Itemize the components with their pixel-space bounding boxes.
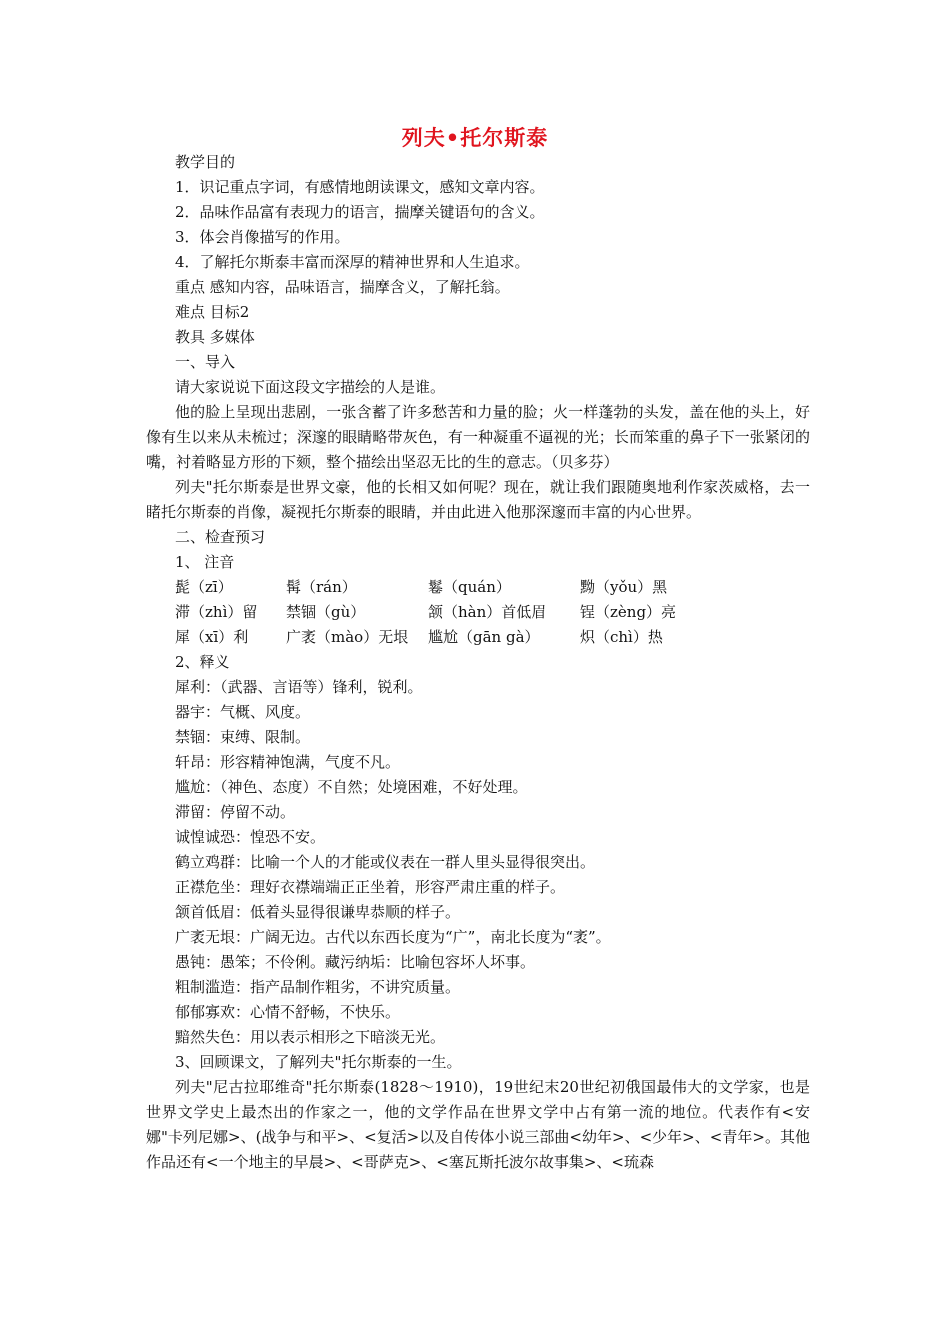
pinyin-cell: 炽（chì）热 xyxy=(580,628,663,646)
review-heading: 3、回顾课文，了解列夫"托尔斯泰的一生。 xyxy=(175,1053,462,1071)
section-heading: 一、导入 xyxy=(175,353,236,371)
pinyin-cell: 尴尬（gān gà） xyxy=(428,628,540,646)
objective-item: 2．品味作品富有表现力的语言，揣摩关键语句的含义。 xyxy=(175,203,545,221)
definition-item: 轩昂：形容精神饱满，气度不凡。 xyxy=(175,753,401,771)
pinyin-cell: 鬈（quán） xyxy=(428,578,511,596)
definitions-heading: 2、释义 xyxy=(175,653,230,671)
pinyin-heading: 1、 注音 xyxy=(175,553,235,571)
pinyin-cell: 髭（zī） xyxy=(175,578,233,596)
definition-item: 尴尬：（神色、态度）不自然；处境困难，不好处理。 xyxy=(175,778,528,796)
definition-item: 粗制滥造：指产品制作粗劣，不讲究质量。 xyxy=(175,978,461,996)
tools-line: 教具 多媒体 xyxy=(175,328,255,346)
definition-item: 黯然失色：用以表示相形之下暗淡无光。 xyxy=(175,1028,446,1046)
definition-item: 郁郁寡欢：心情不舒畅，不快乐。 xyxy=(175,1003,401,1021)
pinyin-cell: 犀（xī）利 xyxy=(175,628,249,646)
pinyin-cell: 髯（rán） xyxy=(286,578,357,596)
biography-paragraph: 列夫"尼古拉耶维奇"托尔斯泰(1828～1910)，19世纪末20世纪初俄国最伟大的文学家，也是世界文学史上最杰出的作家之一，他的文学作品在世界文学中占有第一流的地位。代表作有<安娜"卡列尼娜>、(战争与和平>、<复活>以及自传体小说三部曲<幼年>、<少年>、<青年>。其他作品还有<一个地主的早晨>、<哥萨克>、<塞瓦斯托波尔故事集>、<琉森 xyxy=(146,1078,810,1171)
definition-item: 犀利：（武器、言语等）锋利，锐利。 xyxy=(175,678,423,696)
definition-item: 滞留：停留不动。 xyxy=(175,803,296,821)
difficulty-line: 难点 目标2 xyxy=(175,303,250,321)
definition-item: 正襟危坐：理好衣襟端端正正坐着，形容严肃庄重的样子。 xyxy=(175,878,566,896)
definition-item: 愚钝：愚笨；不伶俐。藏污纳垢：比喻包容坏人坏事。 xyxy=(175,953,536,971)
objective-item: 3．体会肖像描写的作用。 xyxy=(175,228,350,246)
definition-item: 诚惶诚恐：惶恐不安。 xyxy=(175,828,326,846)
definition-item: 颔首低眉：低着头显得很谦卑恭顺的样子。 xyxy=(175,903,461,921)
objective-item: 4．了解托尔斯泰丰富而深厚的精神世界和人生追求。 xyxy=(175,253,530,271)
pinyin-row xyxy=(146,625,810,650)
pinyin-row xyxy=(146,575,810,600)
intro-prompt: 请大家说说下面这段文字描绘的人是谁。 xyxy=(175,378,446,396)
definition-item: 鹤立鸡群：比喻一个人的才能或仪表在一群人里头显得很突出。 xyxy=(175,853,596,871)
definition-item: 广袤无垠：广阔无边。古代以东西长度为“广”，南北长度为“袤”。 xyxy=(175,928,611,946)
document-title: 列夫•托尔斯泰 xyxy=(401,126,549,150)
definition-item: 器宇：气概、风度。 xyxy=(175,703,311,721)
definition-item: 禁锢：束缚、限制。 xyxy=(175,728,311,746)
pinyin-cell: 禁锢（gù） xyxy=(286,603,366,621)
focus-line: 重点 感知内容，品味语言，揣摩含义，了解托翁。 xyxy=(175,278,510,296)
intro-lead: 列夫"托尔斯泰是世界文豪，他的长相又如何呢？现在，就让我们跟随奥地利作家茨威格，去一睹托尔斯泰的肖像，凝视托尔斯泰的眼睛，并由此进入他那深邃而丰富的内心世界。 xyxy=(146,478,810,521)
objectives-heading: 教学目的 xyxy=(175,153,236,171)
pinyin-cell: 滞（zhì）留 xyxy=(175,603,258,621)
objective-item: 1．识记重点字词，有感情地朗读课文，感知文章内容。 xyxy=(175,178,545,196)
document-body xyxy=(146,150,810,1175)
pinyin-cell: 广袤（mào）无垠 xyxy=(286,628,409,646)
section-heading: 二、检查预习 xyxy=(175,528,266,546)
pinyin-cell: 颔（hàn）首低眉 xyxy=(428,603,547,621)
intro-quote: 他的脸上呈现出悲剧，一张含蓄了许多愁苦和力量的脸；火一样蓬勃的头发，盖在他的头上，好像有生以来从未梳过；深邃的眼睛略带灰色，有一种凝重不逼视的光；长而笨重的鼻子下一张紧闭的嘴，衬着略显方形的下颏，整个描绘出坚忍无比的生的意志。（贝多芬） xyxy=(146,403,810,471)
pinyin-cell: 锃（zèng）亮 xyxy=(580,603,677,621)
pinyin-cell: 黝（yǒu）黑 xyxy=(580,578,668,596)
pinyin-row xyxy=(146,600,810,625)
